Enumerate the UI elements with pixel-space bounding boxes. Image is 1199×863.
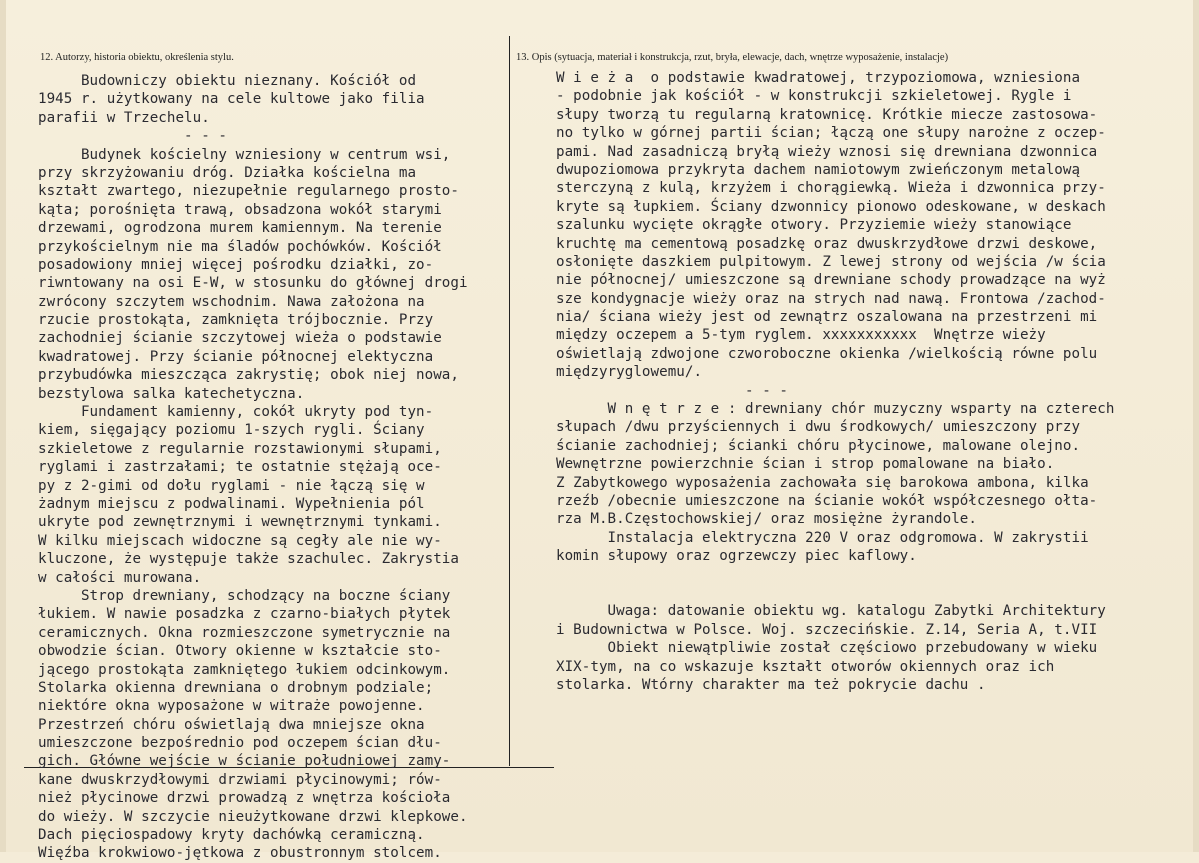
right-text-line — [556, 566, 1114, 584]
right-text-line: sterczyną z kulą, krzyżem i chorągiewką. Wieża i dzwonnica przy- — [556, 180, 1106, 197]
right-text-line: W n ę t r z e : drewniany chór muzyczny wsparty na czterech — [556, 401, 1115, 418]
right-text-line: Z Zabytkowego wyposażenia zachowała się barokowa ambona, kilka — [556, 474, 1089, 491]
right-text-line: kryte są łupkiem. Ściany dzwonnicy pionowo odeskowane, w deskach — [556, 198, 1106, 215]
left-column-text — [38, 72, 468, 863]
left-text-line: zwrócony szczytem wschodnim. Nawa założona na — [38, 293, 425, 310]
left-text-line: Budynek kościelny wzniesiony w centrum wsi, — [38, 146, 451, 163]
right-text-line: oświetlają zdwojone czworoboczne okienka /wielkością równe polu — [556, 345, 1098, 362]
left-text-line: Dach pięciospadowy kryty dachówką ceramiczną. — [38, 827, 425, 844]
right-text-line: nia/ ściana wieży jest od zewnątrz oszalowana na przestrzeni mi — [556, 309, 1098, 326]
left-text-line: Przestrzeń chóru oświetlają dwa mniejsze okna — [38, 716, 425, 733]
left-text-line: kluczone, że występuje także szachulec. Zakrystia — [38, 551, 459, 568]
right-text-line: - - - — [556, 382, 788, 399]
left-text-line: ceramicznych. Okna rozmieszczone symetrycznie na — [38, 624, 451, 641]
right-text-line: stolarka. Wtórny charakter ma też pokrycie dachu . — [556, 676, 986, 693]
right-text-line: - podobnie jak kościół - w konstrukcji szkieletowej. Rygle i — [556, 88, 1072, 105]
right-text-line: rzeźb /obecnie umieszczone na ścianie wokół współczesnego ołta- — [556, 492, 1098, 509]
right-text-line: słupy tworzą tu regularną kratownicę. Krótkie miecze zastosowa- — [556, 106, 1098, 123]
left-text-line: - - - — [38, 128, 228, 145]
left-text-line: 1945 r. użytkowany na cele kultowe jako filia — [38, 91, 425, 108]
right-text-line: między oczepem a 5-tym ryglem. xxxxxxxxxxx Wnętrze wieży — [556, 327, 1046, 344]
right-text-line: sze kondygnacje wieży oraz na strych nad nawą. Frontowa /zachod- — [556, 290, 1106, 307]
left-text-line: Więźba krokwiowo-jętkowa z obustronnym stolcem. — [38, 845, 442, 862]
left-text-line: gich. Główne wejście w ścianie południowej zamy- — [38, 753, 451, 770]
left-text-line: kwadratowej. Przy ścianie północnej elektyczna — [38, 348, 434, 365]
right-text-line: osłonięte daszkiem pulpitowym. Z lewej strony od wejścia /w ścia — [556, 253, 1106, 270]
left-text-line: bezstylowa salka katechetyczna. — [38, 385, 305, 402]
right-text-line: ścianie zachodniej; ścianki chóru płycinowe, malowane olejno. — [556, 437, 1081, 454]
left-text-line: parafii w Trzechelu. — [38, 109, 210, 126]
left-text-line: Budowniczy obiektu nieznany. Kościół od — [38, 73, 417, 89]
right-text-line: kruchtę ma cementową posadzkę oraz dwuskrzydłowe drzwi deskowe, — [556, 235, 1098, 252]
left-text-line: py z 2-gimi od dołu ryglami - nie łączą się w — [38, 477, 425, 494]
right-text-line: Uwaga: datowanie obiektu wg. katalogu Zabytki Architektury — [556, 603, 1106, 620]
left-text-line: kane dwuskrzydłowymi drzwiami płycinowymi; rów- — [38, 771, 442, 788]
left-text-line: Fundament kamienny, cokół ukryty pod tyn- — [38, 404, 434, 421]
left-section-heading: 12. Autorzy, historia obiektu, określenia stylu. — [40, 52, 234, 63]
right-text-line: pami. Nad zasadniczą bryłą wieży wznosi się drewniana dzwonnica — [556, 143, 1098, 160]
right-text-line: XIX-tym, na co wskazuje kształt otworów okiennych oraz ich — [556, 658, 1055, 675]
left-text-line: posadowiony mniej więcej pośrodku działki, zo- — [38, 256, 434, 273]
right-section-heading: 13. Opis (sytuacja, materiał i konstrukcja, rzut, bryła, elewacje, dach, wnętrze wyposażenie, instalacje) — [516, 52, 949, 63]
left-text-line: umieszczone bezpośrednio pod oczepem ścian dłu- — [38, 735, 442, 752]
left-text-line: obwodzie ścian. Otwory okienne w kształcie sto- — [38, 643, 442, 660]
left-text-line: zachodniej ścianie szczytowej wieża o podstawie — [38, 330, 442, 347]
left-text-line: łukiem. W nawie posadzka z czarno-białych płytek — [38, 606, 451, 623]
left-text-line: W kilku miejscach widoczne są cegły ale nie wy- — [38, 532, 442, 549]
left-text-line: do wieży. W szczycie nieużytkowane drzwi klepkowe. — [38, 808, 468, 825]
right-text-line: W i e ż a o podstawie kwadratowej, trzypoziomowa, wzniesiona — [556, 70, 1081, 86]
left-text-line: w całości murowana. — [38, 569, 202, 586]
left-text-line: przybudówka mieszcząca zakrystię; obok niej nowa, — [38, 367, 459, 384]
column-divider — [509, 36, 510, 766]
right-text-line: szalunku wycięte okrągłe otwory. Przyziemie wieży stanowiące — [556, 217, 1072, 234]
right-text-line: i Budownictwa w Polsce. Woj. szczecińskie. Z.14, Seria A, t.VII — [556, 621, 1098, 638]
left-text-line: drzewami, ogrodzona murem kamiennym. Na terenie — [38, 220, 442, 237]
left-text-line: Stolarka okienna drewniana o drobnym podziale; — [38, 679, 434, 696]
left-text-line: ukryte pod zewnętrznymi i wewnętrznymi tynkami. — [38, 514, 442, 531]
left-text-line: żadnym miejscu z podwalinami. Wypełnienia pól — [38, 495, 425, 512]
left-text-line: niektóre okna wyposażone w witraże powojenne. — [38, 698, 425, 715]
right-text-line — [556, 584, 1114, 602]
left-text-line: nież płycinowe drzwi prowadzą z wnętrza kościoła — [38, 790, 451, 807]
left-text-line: szkieletowe z regularnie rozstawionymi słupami, — [38, 440, 442, 457]
left-text-line: kiem, sięgający poziomu 1-szych rygli. Ściany — [38, 422, 425, 439]
left-text-line: ryglami i zastrzałami; te ostatnie stężają oce- — [38, 459, 442, 476]
right-text-line: międzyryglowemu/. — [556, 364, 703, 381]
left-text-line: kąta; porośnięta trawą, obsadzona wokół starymi — [38, 201, 442, 218]
left-text-line: przy skrzyżowaniu dróg. Działka kościelna ma — [38, 164, 417, 181]
left-text-line: riwntowany na osi E-W, w stosunku do głównej drogi — [38, 275, 468, 292]
right-text-line: rza M.B.Częstochowskiej/ oraz mosiężne żyrandole. — [556, 511, 977, 528]
right-text-line: no tylko w górnej partii ścian; łączą one słupy narożne z oczep- — [556, 125, 1106, 142]
right-text-line: słupach /dwu przyściennych i dwu środkowych/ umieszczony przy — [556, 419, 1081, 436]
right-text-line: dwupoziomowa przykryta dachem namiotowym zwieńczonym metalową — [556, 161, 1081, 178]
right-text-line: Obiekt niewątpliwie został częściowo przebudowany w wieku — [556, 640, 1098, 657]
right-column-text — [556, 69, 1114, 694]
right-text-line: Wewnętrzne powierzchnie ścian i strop pomalowane na biało. — [556, 456, 1055, 473]
right-text-line: nie północnej/ umieszczone są drewniane schody prowadzące na wyż — [556, 272, 1106, 289]
left-text-line: kształt zwartego, niezupełnie regularnego prosto- — [38, 183, 459, 200]
left-text-line: rzucie prostokąta, zamknięta trójbocznie. Przy — [38, 312, 434, 329]
left-text-line: przykościelnym nie ma śladów pochówków. Kościół — [38, 238, 442, 255]
left-text-line: Strop drewniany, schodzący na boczne ściany — [38, 587, 451, 604]
right-text-line: komin słupowy oraz ogrzewczy piec kaflowy. — [556, 548, 917, 565]
right-text-line: Instalacja elektryczna 220 V oraz odgromowa. W zakrystii — [556, 529, 1089, 546]
left-text-line: jącego prostokąta zamkniętego łukiem odcinkowym. — [38, 661, 451, 678]
